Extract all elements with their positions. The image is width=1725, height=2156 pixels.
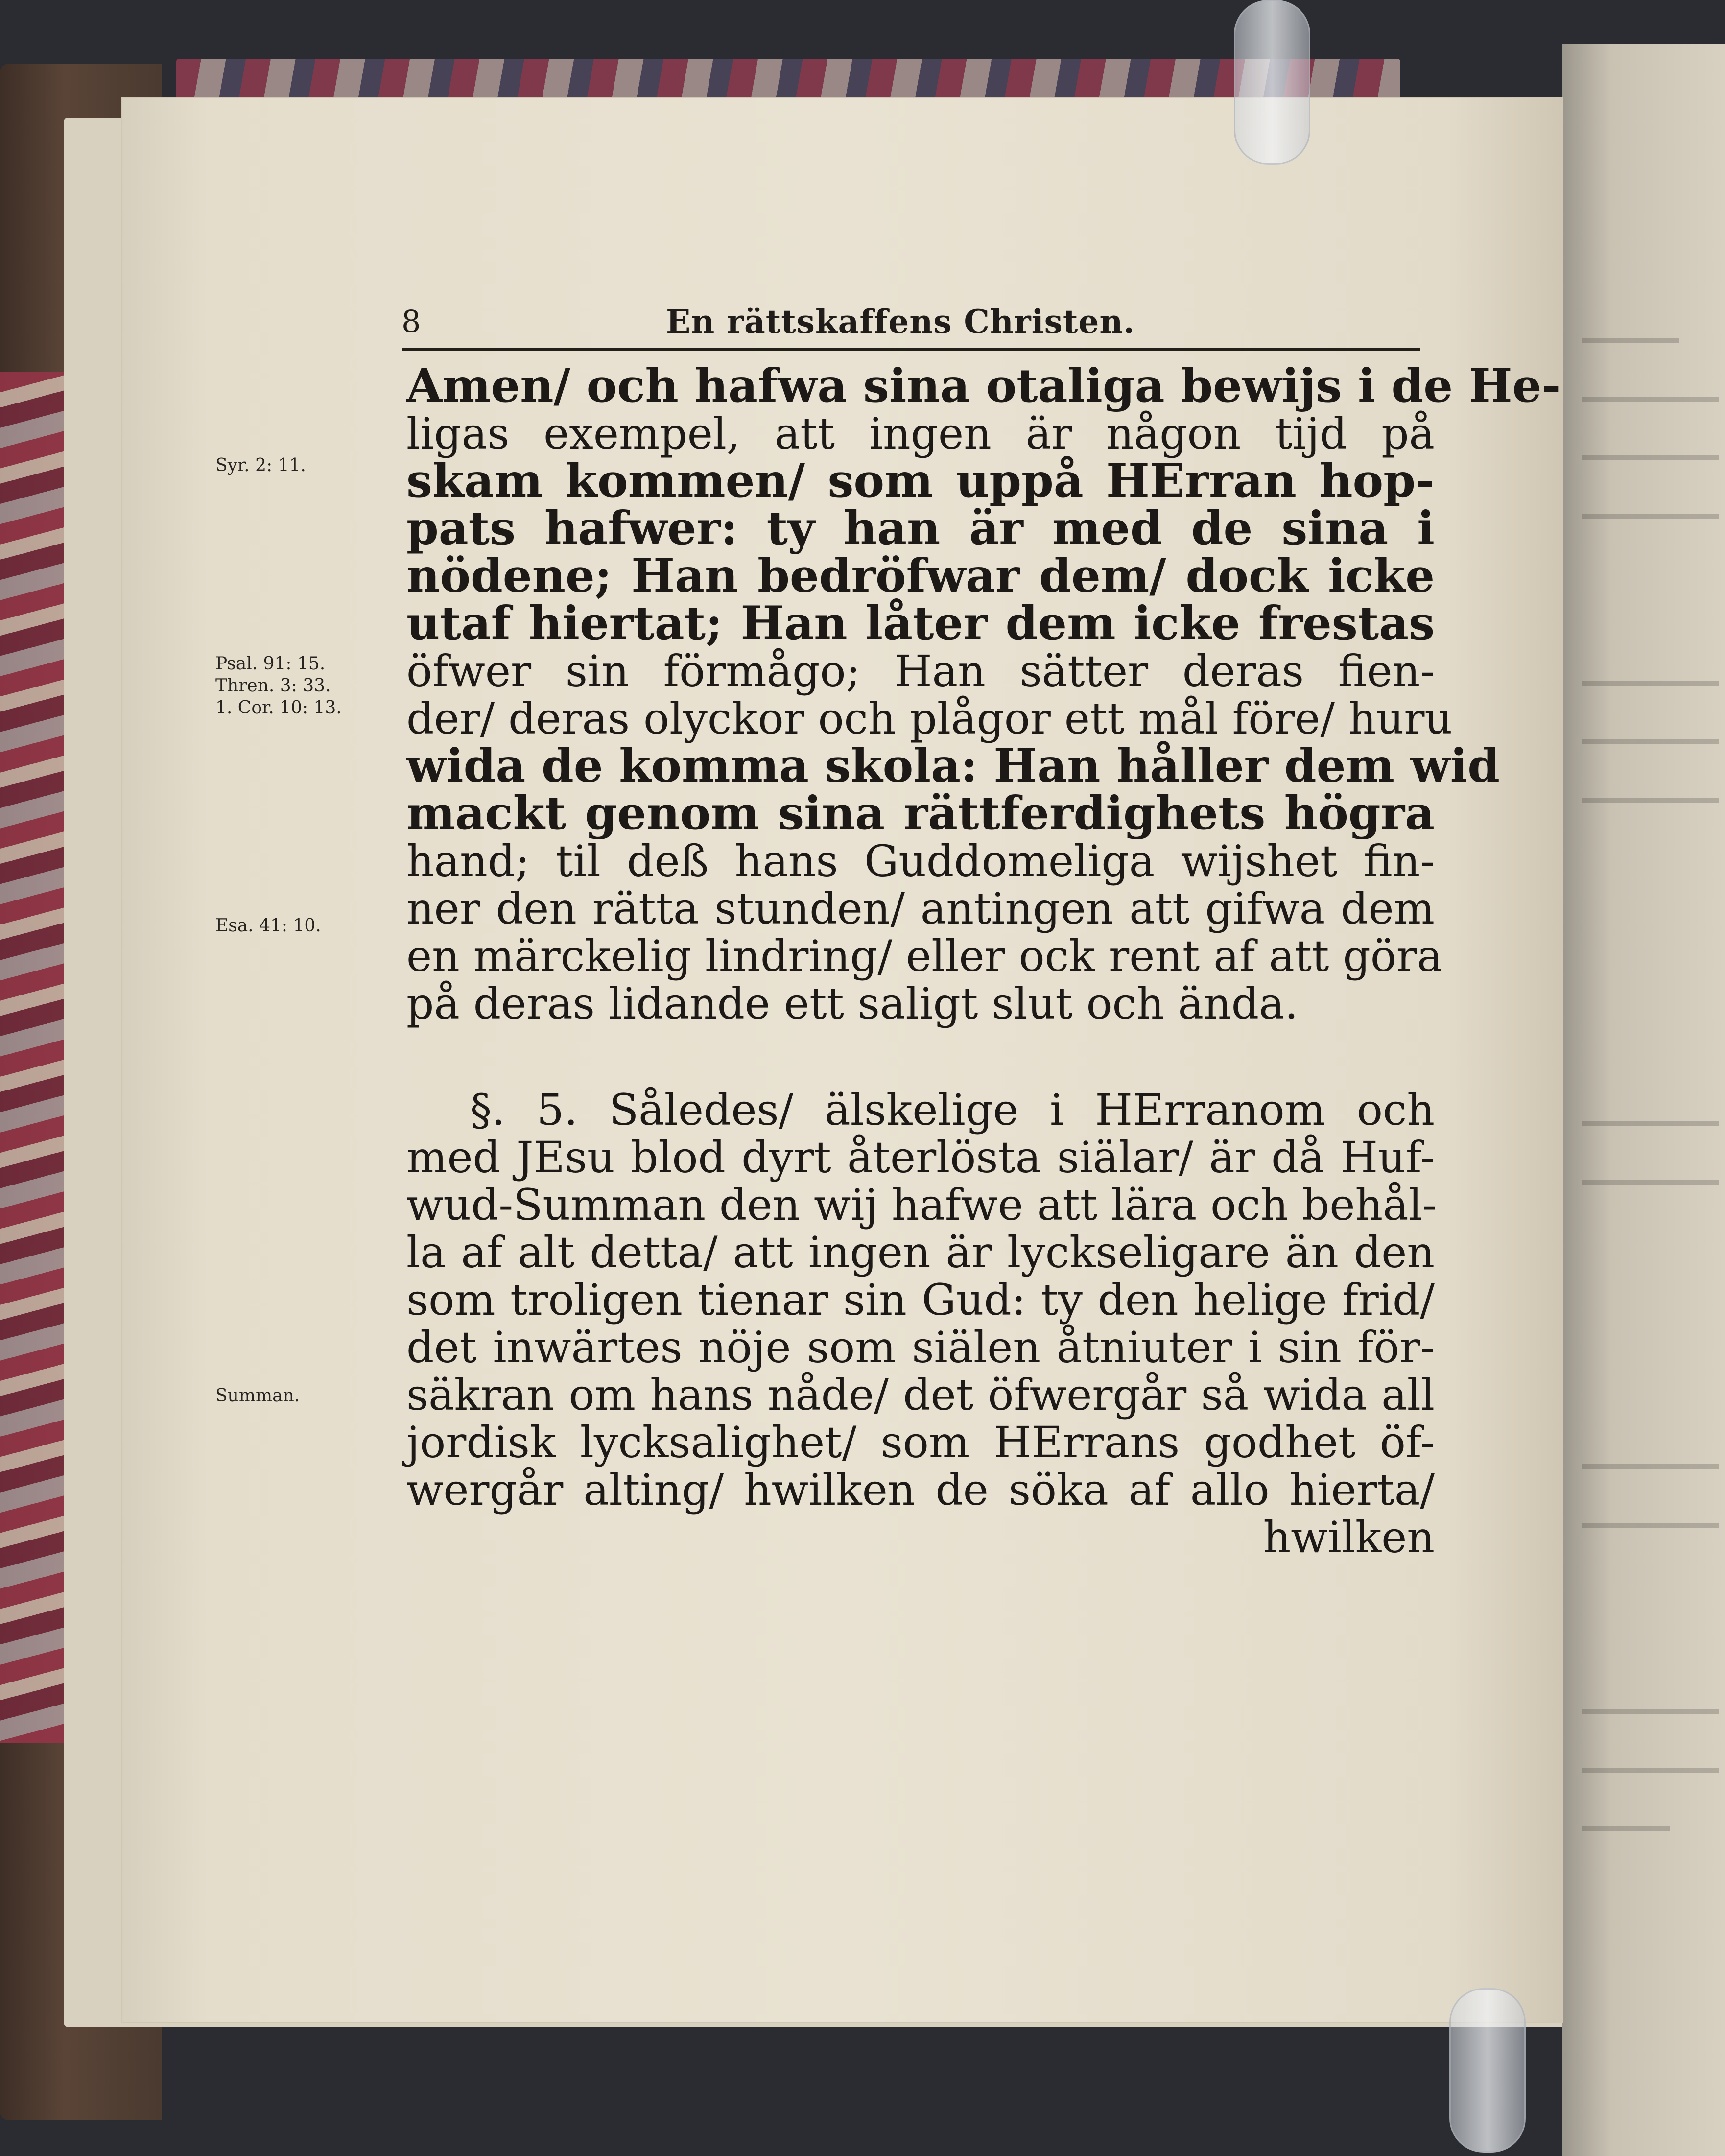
text-line: säkran om hans nåde/ det öfwergår så wida all — [406, 1370, 1435, 1420]
text-line: der/ deras olyckor och plågor ett mål före/ huru — [406, 693, 1453, 744]
main-text — [406, 359, 1561, 1563]
text-line: §. 5. Således/ älskelige i HErranom och — [470, 1085, 1435, 1135]
text-line: la af alt detta/ att ingen är lyckseligare än den — [406, 1227, 1435, 1278]
text-line: på deras lidande ett saligt slut och ända. — [406, 978, 1299, 1029]
show-through-line — [1582, 1180, 1719, 1185]
margin-notes — [215, 0, 402, 2156]
marbled-edge — [0, 372, 73, 1743]
text-line: öfwer sin förmågo; Han sätter deras fien- — [406, 646, 1435, 696]
page-clip-bottom — [1449, 1988, 1526, 2153]
text-line: wida de komma skola: Han håller dem wid — [406, 739, 1500, 793]
show-through-line — [1582, 739, 1719, 744]
show-through-line — [1582, 1826, 1670, 1831]
text-line: hand; til deß hans Guddomeliga wijshet fin- — [406, 836, 1435, 886]
margin-note-syr: Syr. 2: 11. — [215, 455, 306, 475]
margin-note-thren: Thren. 3: 33. — [215, 676, 331, 696]
page-number: 8 — [402, 304, 421, 339]
facing-page-edge — [1562, 44, 1725, 2156]
text-line: Amen/ och hafwa sina otaliga bewijs i de He- — [406, 359, 1561, 413]
show-through-line — [1582, 338, 1679, 343]
text-line: utaf hiertat; Han låter dem icke frestas — [406, 596, 1435, 650]
show-through-line — [1582, 1121, 1719, 1126]
text-line: ligas exempel, att ingen är någon tijd på — [406, 408, 1435, 459]
show-through-line — [1582, 1768, 1719, 1773]
text-line: pats hafwer: ty han är med de sina i — [406, 501, 1435, 555]
margin-note-cor: 1. Cor. 10: 13. — [215, 698, 342, 718]
text-line: nödene; Han bedröfwar dem/ dock icke — [406, 549, 1435, 603]
text-line: en märckelig lindring/ eller ock rent af att göra — [406, 931, 1443, 981]
catchword: hwilken — [1263, 1512, 1435, 1563]
text-line: med JEsu blod dyrt återlösta siälar/ är då Huf- — [406, 1132, 1435, 1183]
running-title: En rättskaffens Christen. — [666, 303, 1135, 341]
show-through-line — [1582, 681, 1719, 686]
text-line: skam kommen/ som uppå HErran hop- — [406, 454, 1435, 508]
show-through-line — [1582, 1523, 1719, 1528]
page-header — [402, 294, 1420, 348]
paragraph-gap — [406, 1027, 1435, 1086]
show-through-line — [1582, 1464, 1719, 1469]
text-line: mackt genom sina rättferdighets högra — [406, 786, 1435, 840]
text-line: ner den rätta stunden/ antingen att gifwa dem — [406, 883, 1435, 934]
show-through-line — [1582, 455, 1719, 460]
show-through-line — [1582, 1709, 1719, 1714]
margin-note-summan: Summan. — [215, 1386, 300, 1406]
show-through-line — [1582, 798, 1719, 803]
header-rule — [402, 348, 1420, 351]
margin-note-esa: Esa. 41: 10. — [215, 916, 321, 936]
show-through-line — [1582, 397, 1719, 402]
margin-note-psal: Psal. 91: 15. — [215, 654, 326, 674]
text-line: som troligen tienar sin Gud: ty den helige frid/ — [406, 1275, 1435, 1325]
text-line: wud-Summan den wij hafwe att lära och behål- — [406, 1180, 1437, 1230]
text-line: det inwärtes nöje som siälen åtniuter i sin för- — [406, 1322, 1435, 1373]
show-through-line — [1582, 514, 1719, 519]
text-line: wergår alting/ hwilken de söka af allo hierta/ — [406, 1465, 1435, 1515]
page-clip-top — [1234, 0, 1310, 165]
text-line: jordisk lycksalighet/ som HErrans godhet öf- — [406, 1417, 1435, 1468]
